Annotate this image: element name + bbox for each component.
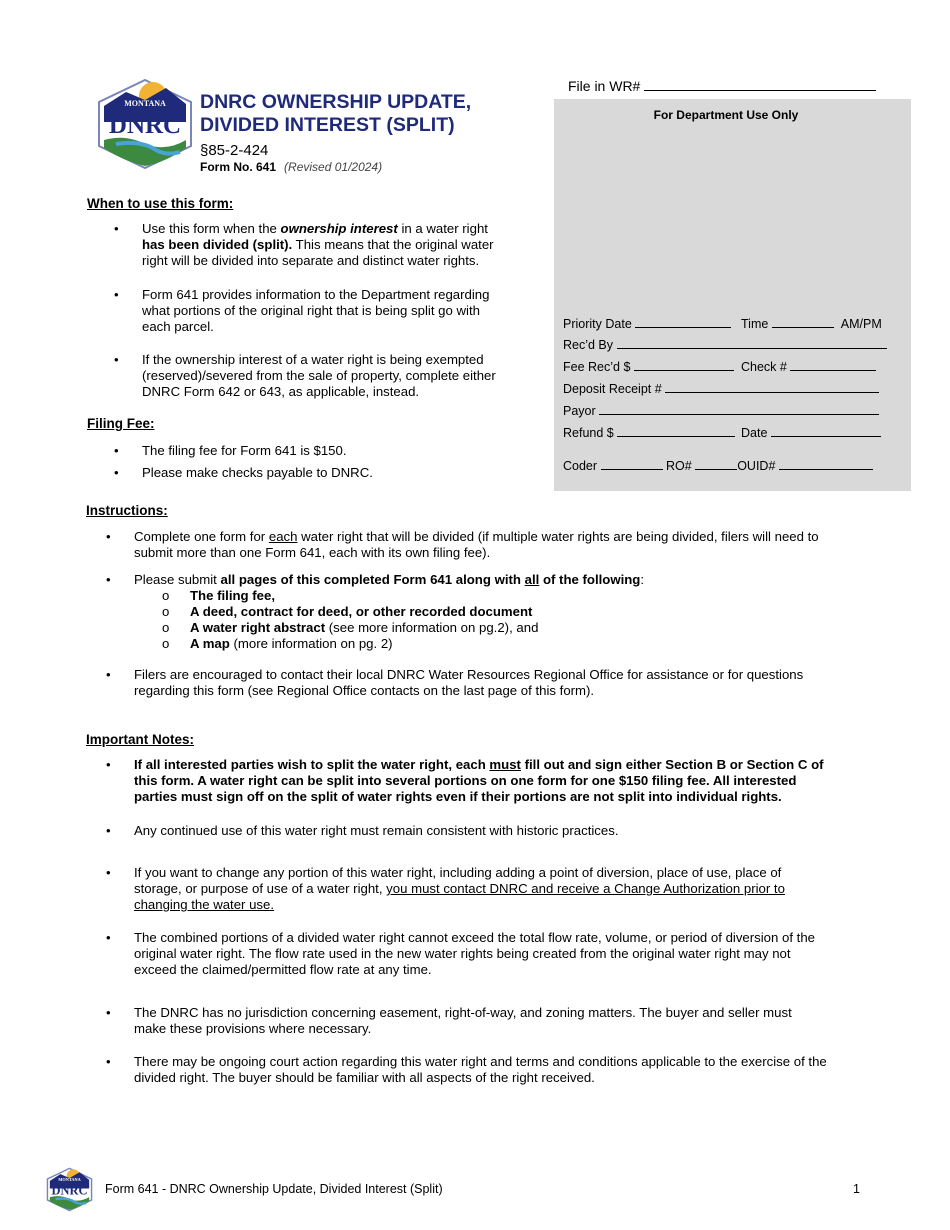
refund-field[interactable] bbox=[617, 425, 735, 437]
revised-date: (Revised 01/2024) bbox=[284, 160, 383, 174]
fee-recd-field[interactable] bbox=[634, 359, 734, 371]
dept-box-title: For Department Use Only bbox=[653, 108, 799, 122]
ouid-field[interactable] bbox=[779, 458, 873, 470]
footer-text: Form 641 - DNRC Ownership Update, Divided Interest (Split) bbox=[105, 1182, 443, 1196]
title-line-2: DIVIDED INTEREST (SPLIT) bbox=[200, 114, 455, 136]
department-use-box bbox=[554, 99, 911, 491]
instructions-heading: Instructions: bbox=[86, 503, 168, 518]
file-in-wr-field[interactable] bbox=[644, 78, 876, 91]
when-heading: When to use this form: bbox=[87, 196, 234, 211]
payor-row: Payor bbox=[563, 403, 879, 418]
deposit-receipt-field[interactable] bbox=[665, 381, 879, 393]
important-notes-heading: Important Notes: bbox=[86, 732, 194, 747]
time-field[interactable] bbox=[772, 316, 834, 328]
svg-text:DNRC: DNRC bbox=[108, 112, 182, 139]
priority-date-row: Priority Date bbox=[563, 316, 731, 331]
refund-row: Refund $ bbox=[563, 425, 735, 440]
date-row: Date bbox=[741, 425, 881, 440]
footer-logo bbox=[46, 1167, 93, 1212]
form-number: Form No. 641 (Revised 01/2024) bbox=[200, 160, 383, 174]
coder-field[interactable] bbox=[601, 458, 663, 470]
payor-field[interactable] bbox=[599, 403, 879, 415]
fee-recd-row: Fee Rec’d $ bbox=[563, 359, 734, 374]
time-row: Time AM/PM bbox=[741, 317, 882, 331]
svg-text:MONTANA: MONTANA bbox=[124, 99, 166, 108]
check-row: Check # bbox=[741, 359, 876, 374]
coder-row: Coder RO# OUID# bbox=[563, 458, 873, 473]
svg-text:DNRC: DNRC bbox=[51, 1183, 88, 1198]
title-line-1: DNRC OWNERSHIP UPDATE, bbox=[200, 91, 472, 113]
date-field[interactable] bbox=[771, 425, 881, 437]
filing-fee-heading: Filing Fee: bbox=[87, 416, 155, 431]
ro-field[interactable] bbox=[695, 458, 737, 470]
statute: §85-2-424 bbox=[200, 142, 269, 159]
recd-by-row: Rec’d By bbox=[563, 337, 887, 352]
deposit-receipt-row: Deposit Receipt # bbox=[563, 381, 879, 396]
svg-text:MONTANA: MONTANA bbox=[58, 1176, 81, 1182]
dnrc-logo bbox=[96, 78, 194, 170]
page-number: 1 bbox=[853, 1182, 860, 1196]
recd-by-field[interactable] bbox=[617, 337, 887, 349]
check-field[interactable] bbox=[790, 359, 876, 371]
priority-date-field[interactable] bbox=[635, 316, 731, 328]
form-title bbox=[200, 91, 471, 137]
file-in-wr: File in WR# bbox=[568, 78, 876, 94]
